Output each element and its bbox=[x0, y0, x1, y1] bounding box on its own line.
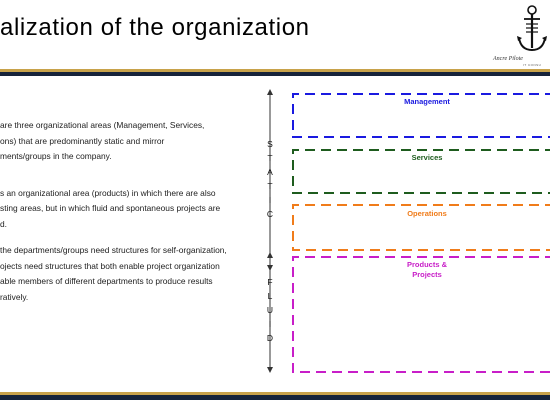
body-text bbox=[0, 118, 246, 305]
fluid-label bbox=[265, 275, 275, 345]
management-label: Management bbox=[404, 97, 450, 106]
text-line: able members of different departments to produce results bbox=[0, 276, 213, 286]
static-letter: A bbox=[267, 167, 273, 177]
static-letter: I bbox=[268, 195, 272, 205]
text-line: ments/groups in the company. bbox=[0, 151, 112, 161]
diagram-graphics bbox=[255, 85, 550, 380]
paragraph-3 bbox=[0, 243, 246, 305]
text-line: ojects need structures that both enable project organization bbox=[0, 260, 220, 271]
slide-title: alization of the organization bbox=[0, 14, 310, 41]
static-letter: S bbox=[267, 139, 273, 149]
text-line: the departments/groups need structures for self-organization, bbox=[0, 245, 227, 255]
logo-script-text: Ancre Pilote bbox=[493, 56, 523, 62]
products-label-line-1: Products & bbox=[406, 260, 447, 269]
services-label: Services bbox=[411, 153, 443, 162]
static-letter: T bbox=[267, 153, 273, 163]
logo-small-text: IT CONSU bbox=[523, 63, 542, 67]
text-line: ons) that are predominantly static and mirror bbox=[0, 135, 165, 146]
operations-label: Operations bbox=[407, 209, 447, 218]
fluid-letter: D bbox=[266, 333, 274, 343]
static-letter: T bbox=[267, 181, 273, 191]
fluid-letter: F bbox=[267, 277, 273, 287]
static-label bbox=[265, 137, 275, 221]
static-letter: C bbox=[266, 209, 274, 219]
products-label-line-2: Projects bbox=[412, 270, 442, 279]
products-label bbox=[367, 260, 487, 280]
text-line: are three organizational areas (Management, Services, bbox=[0, 120, 205, 130]
footer-navy-rule bbox=[0, 395, 550, 400]
fluid-letter: U bbox=[266, 305, 274, 315]
header-navy-rule bbox=[0, 72, 550, 76]
text-line: s an organizational area (products) in which there are also bbox=[0, 187, 216, 198]
paragraph-1 bbox=[0, 118, 246, 165]
text-line: d. bbox=[0, 218, 7, 229]
text-line: ratively. bbox=[0, 291, 29, 302]
organization-diagram bbox=[255, 85, 550, 380]
fluid-letter: L bbox=[267, 291, 273, 301]
text-line: sting areas, but in which fluid and spontaneous projects are bbox=[0, 203, 221, 213]
fluid-letter: I bbox=[268, 319, 272, 329]
paragraph-2 bbox=[0, 186, 246, 233]
